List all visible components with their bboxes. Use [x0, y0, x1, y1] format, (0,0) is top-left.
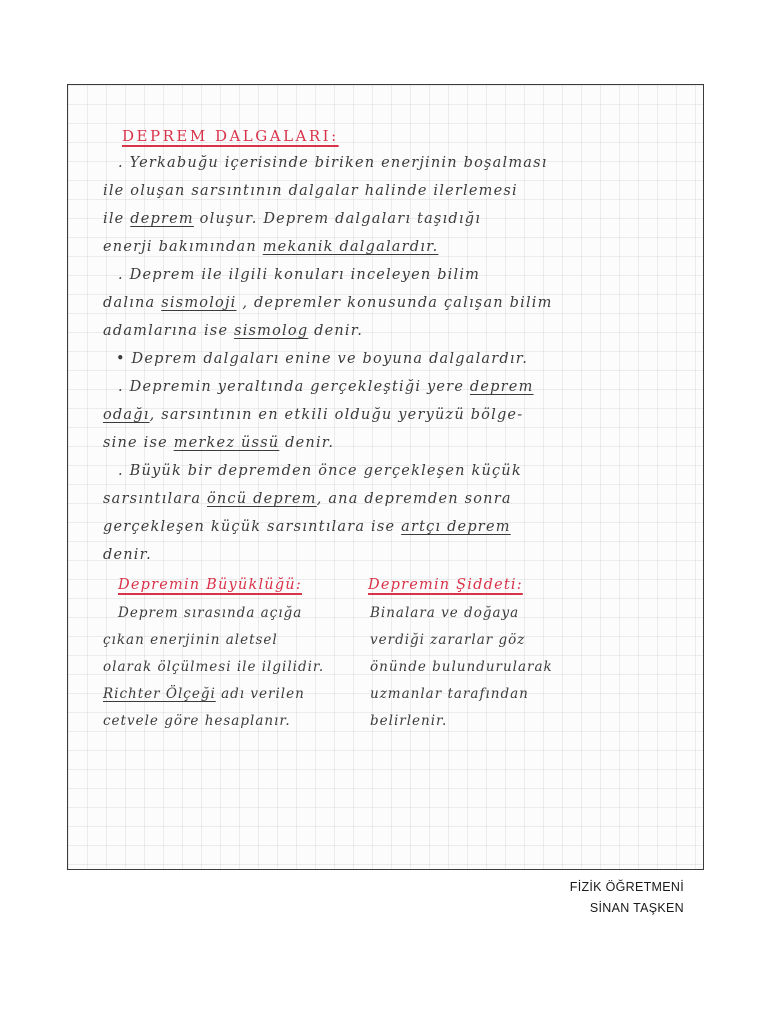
- signature-name: SİNAN TAŞKEN: [589, 901, 684, 915]
- note-line: sine ise merkez üssü denir.: [103, 435, 335, 451]
- note-line: enerji bakımından mekanik dalgalardır.: [103, 239, 439, 255]
- note-line: sarsıntılara öncü deprem, ana depremden sonra: [103, 491, 512, 507]
- right-line: belirlenir.: [370, 713, 448, 729]
- note-line: • Deprem dalgaları enine ve boyuna dalgalardır.: [116, 351, 529, 367]
- left-line: çıkan enerjinin aletsel: [103, 632, 278, 648]
- term-deprem: deprem: [130, 211, 194, 227]
- term-sismolog: sismolog: [234, 323, 309, 339]
- term-artci-deprem: artçı deprem: [401, 519, 511, 535]
- term-richter: Richter Ölçeği: [103, 686, 216, 702]
- left-line: Deprem sırasında açığa: [118, 605, 303, 621]
- right-line: Binalara ve doğaya: [370, 605, 520, 621]
- note-title: DEPREM DALGALARI:: [122, 127, 339, 145]
- left-line: Richter Ölçeği adı verilen: [103, 686, 305, 702]
- left-line: olarak ölçülmesi ile ilgilidir.: [103, 659, 325, 675]
- left-heading: Depremin Büyüklüğü:: [118, 577, 302, 593]
- note-line: . Deprem ile ilgili konuları inceleyen bilim: [118, 267, 481, 283]
- term-oncu-deprem: öncü deprem: [206, 491, 317, 507]
- note-line: dalına sismoloji , depremler konusunda çalışan bilim: [103, 295, 553, 311]
- term-merkez-ussu: merkez üssü: [173, 435, 280, 451]
- notebook-page: [67, 84, 704, 870]
- note-line: adamlarına ise sismolog denir.: [103, 323, 364, 339]
- note-line: gerçekleşen küçük sarsıntılara ise artçı deprem: [103, 519, 511, 535]
- note-line: ile oluşan sarsıntının dalgalar halinde ilerlemesi: [103, 183, 518, 199]
- left-line: cetvele göre hesaplanır.: [103, 713, 291, 729]
- note-line: odağı, sarsıntının en etkili olduğu yeryüzü bölge-: [103, 407, 524, 423]
- note-line: ile deprem oluşur. Deprem dalgaları taşıdığı: [103, 211, 482, 227]
- signature-title: FİZİK ÖĞRETMENİ: [569, 880, 684, 894]
- note-line: denir.: [103, 547, 152, 563]
- term-deprem-odagi: deprem: [469, 379, 534, 395]
- term-sismoloji: sismoloji: [161, 295, 237, 311]
- right-heading: Depremin Şiddeti:: [368, 577, 523, 593]
- right-line: verdiği zararlar göz: [370, 632, 526, 648]
- note-line: . Depremin yeraltında gerçekleştiği yere deprem: [118, 379, 534, 395]
- right-line: uzmanlar tarafından: [370, 686, 529, 702]
- right-line: önünde bulundurularak: [370, 659, 553, 675]
- note-line: . Büyük bir depremden önce gerçekleşen küçük: [118, 463, 522, 479]
- note-line: . Yerkabuğu içerisinde biriken enerjinin boşalması: [118, 155, 548, 171]
- term-mekanik: mekanik dalgalardır.: [262, 239, 439, 255]
